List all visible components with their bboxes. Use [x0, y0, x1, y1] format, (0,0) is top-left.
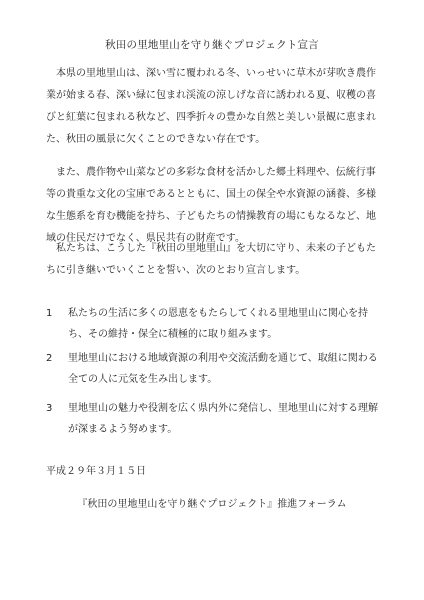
item-number: 3: [46, 403, 53, 414]
item-text: 里地里山の魅力や役割を広く県内外に発信し、里地里山に対する理解が深まるよう努めます。: [68, 403, 378, 435]
declaration-date: 平成２９年３月１５日: [46, 466, 146, 477]
declaration-item: [46, 348, 380, 390]
declaration-item: [46, 303, 380, 345]
organization-name: 『秋田の里地里山を守り継ぐプロジェクト』推進フォーラム: [77, 499, 347, 510]
item-number: 2: [46, 353, 53, 364]
item-text: 私たちの生活に多くの恩恵をもたらしてくれる里地里山に関心を持ち、その維持・保全に積極的に取り組みます。: [68, 308, 368, 340]
paragraph-culture: また、農作物や山菜などの多彩な食材を活かした郷土料理や、伝統行事等の貴重な文化の宝庫であるとともに、国土の保全や水資源の涵養、多様な生態系を育む機能を持ち、子どもたちの情操教育の場にもなるなど、地域の住民だけでなく、県民共有の財産です。: [46, 167, 376, 244]
item-text: 里地里山における地域資源の利用や交流活動を通じて、取組に関わる全ての人に元気を生み出します。: [68, 353, 378, 385]
item-number: 1: [46, 308, 53, 319]
paragraph-pledge: 私たちは、こうした『秋田の里地里山』を大切に守り、未来の子どもたちに引き継いでいくことを誓い、次のとおり宣言します。: [46, 243, 376, 276]
document-title: 秋田の里地里山を守り継ぐプロジェクト宣言: [105, 39, 319, 51]
declaration-item: [46, 398, 380, 440]
paragraph-intro: 本県の里地里山は、深い雪に覆われる冬、いっせいに草木が芽吹き農作業が始まる春、深い緑に包まれ渓流の涼しげな音に誘われる夏、収穫の喜びと紅葉に包まれる秋など、四季折々の豊かな自然と美しい景観に恵まれた、秋田の風景に欠くことのできない存在です。: [46, 68, 376, 145]
